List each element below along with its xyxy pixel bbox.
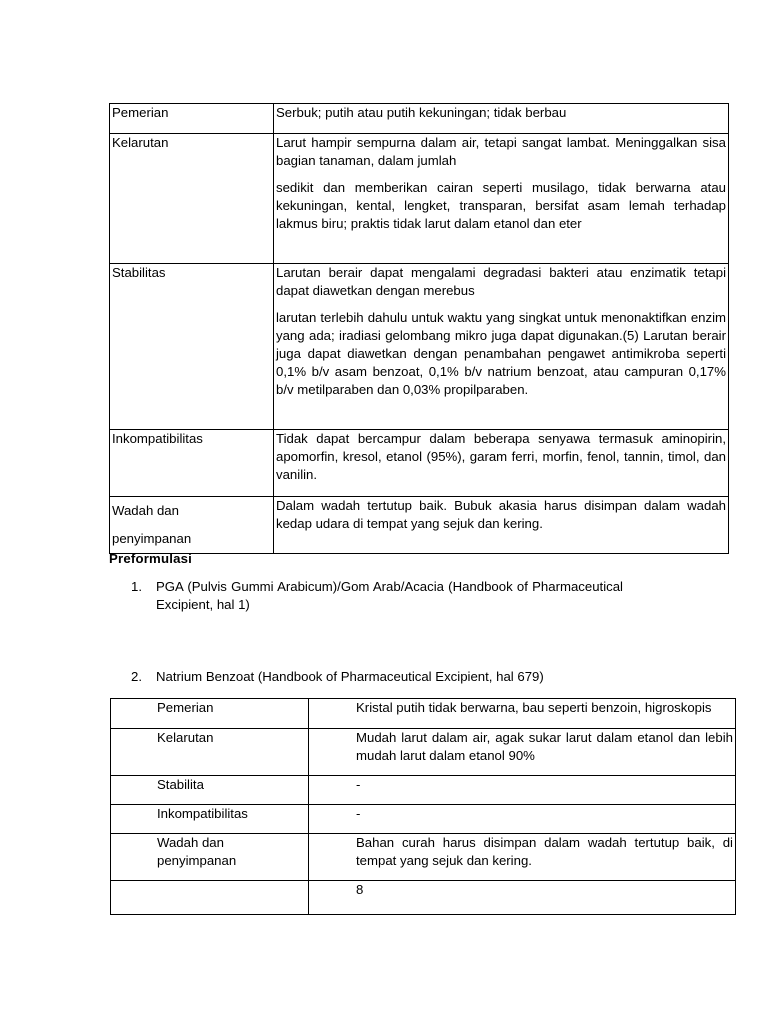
table-row	[110, 134, 729, 264]
row-value: Kristal putih tidak berwarna, bau seperti benzoin, higroskopis	[309, 699, 736, 729]
row-value: Dalam wadah tertutup baik. Bubuk akasia harus disimpan dalam wadah kedap udara di tempat yang sejuk dan kering.	[274, 497, 729, 554]
row-label: Wadah dan penyimpanan	[110, 497, 274, 554]
table-row	[110, 264, 729, 430]
section-heading: Preformulasi	[109, 551, 193, 566]
list-number: 1.	[131, 579, 142, 594]
table-row	[111, 699, 736, 729]
natrium-benzoat-table	[110, 698, 736, 915]
row-label: Pemerian	[110, 104, 274, 134]
table-row	[111, 729, 736, 776]
table-row	[111, 834, 736, 881]
row-label: Kelarutan	[110, 134, 274, 264]
row-value: -	[309, 805, 736, 834]
table-row	[110, 430, 729, 497]
table-row	[110, 104, 729, 134]
row-label: Stabilitas	[110, 264, 274, 430]
row-value: Larutan berair dapat mengalami degradasi bakteri atau enzimatik tetapi dapat diawetkan dengan merebus larutan terlebih dahulu untuk waktu yang singkat untuk menonaktifkan enzim yang ada; iradiasi gelombang mikro juga dapat digunakan.(5) Larutan berair juga dapat diawetkan dengan penambahan pengawet antimikroba seperti 0,1% b/v asam benzoat, 0,1% b/v natrium benzoat, atau campuran 0,17% b/v metilparaben dan 0,03% propilparaben.	[274, 264, 729, 430]
row-value: Serbuk; putih atau putih kekuningan; tidak berbau	[274, 104, 729, 134]
table-row	[111, 805, 736, 834]
table-row	[111, 776, 736, 805]
row-value: -	[309, 776, 736, 805]
row-value: 8	[309, 881, 736, 915]
list-text: Natrium Benzoat (Handbook of Pharmaceutical Excipient, hal 679)	[156, 669, 544, 684]
pga-properties-table	[109, 103, 729, 554]
row-value: Larut hampir sempurna dalam air, tetapi sangat lambat. Meninggalkan sisa bagian tanaman, dalam jumlah sedikit dan memberikan cairan seperti musilago, tidak berwarna atau kekuningan, kental, lengket, transparan, bersifat asam lemah terhadap lakmus biru; praktis tidak larut dalam etanol dan eter	[274, 134, 729, 264]
list-item	[131, 668, 651, 686]
row-value: Tidak dapat bercampur dalam beberapa senyawa termasuk aminopirin, apomorfin, kresol, etanol (95%), garam ferri, morfin, fenol, tannin, timol, dan vanilin.	[274, 430, 729, 497]
table-row	[111, 881, 736, 915]
row-label: Wadah dan penyimpanan	[111, 834, 309, 881]
row-value: Bahan curah harus disimpan dalam wadah tertutup baik, di tempat yang sejuk dan kering.	[309, 834, 736, 881]
row-label: Stabilita	[111, 776, 309, 805]
row-label	[111, 881, 309, 915]
row-label: Kelarutan	[111, 729, 309, 776]
row-value: Mudah larut dalam air, agak sukar larut dalam etanol dan lebih mudah larut dalam etanol 90%	[309, 729, 736, 776]
row-label: Inkompatibilitas	[110, 430, 274, 497]
row-label: Inkompatibilitas	[111, 805, 309, 834]
row-label: Pemerian	[111, 699, 309, 729]
list-text: PGA (Pulvis Gummi Arabicum)/Gom Arab/Acacia (Handbook of Pharmaceutical Excipient, hal 1)	[156, 579, 623, 612]
list-item	[131, 578, 623, 614]
list-number: 2.	[131, 669, 142, 684]
table-row	[110, 497, 729, 554]
